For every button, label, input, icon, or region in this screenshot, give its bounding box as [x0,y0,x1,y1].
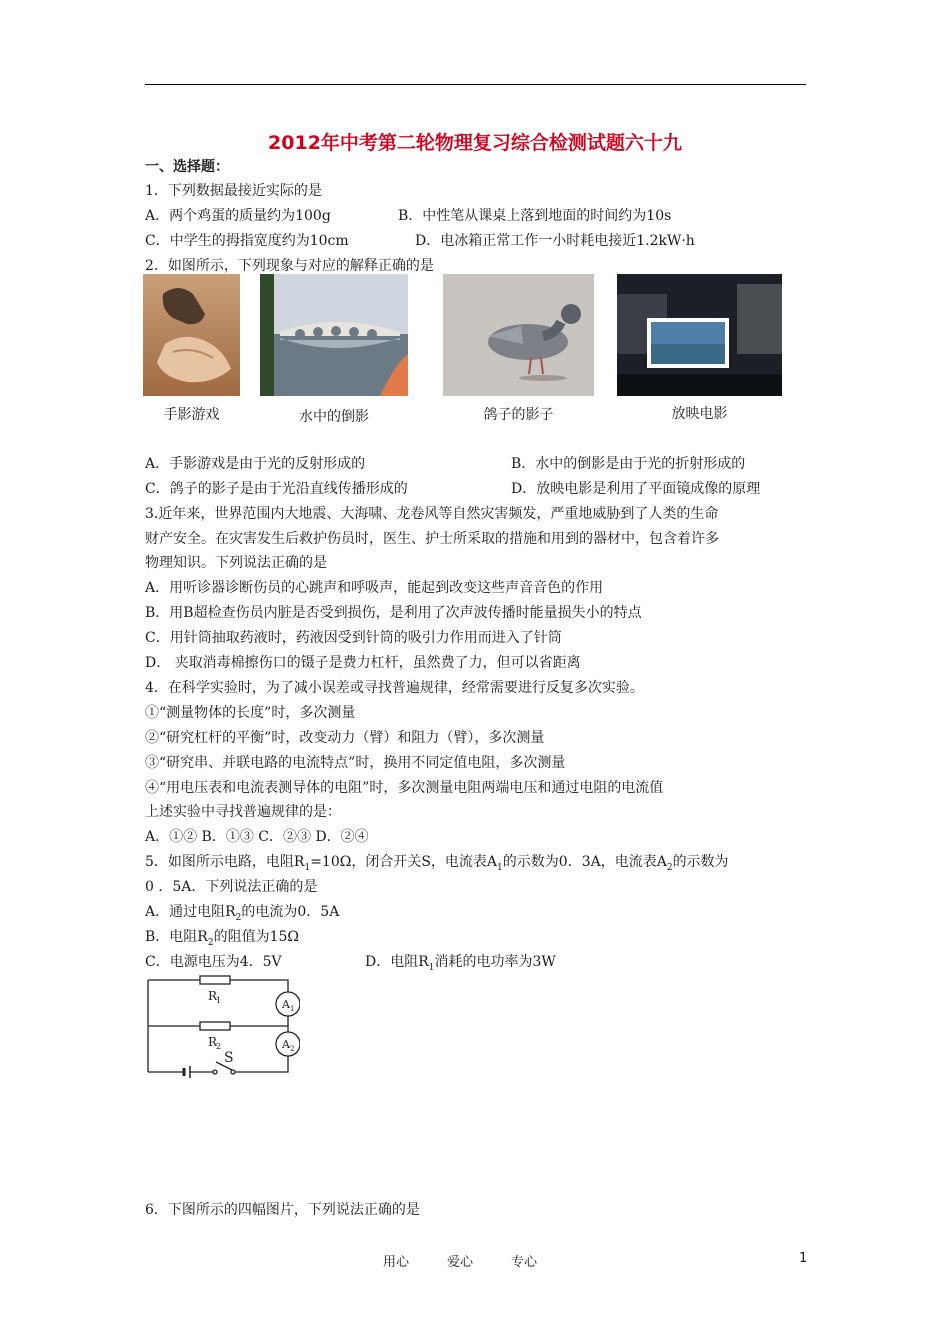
q5-d-text-2: 消耗的电功率为3W [434,954,556,970]
q3-line-3: 物理知识。下列说法正确的是 [145,555,327,571]
section-heading: 一、选择题： [145,159,229,175]
label-switch: S [224,1050,234,1066]
q3-option-d: D． 夹取消毒棉擦伤口的镊子是费力杠杆，虽然费了力，但可以省距离 [145,655,581,671]
q5-b-sub: 2 [207,937,214,948]
q5-text-4: 的示数为 [672,854,729,870]
q4-item-2: ②“研究杠杆的平衡”时，改变动力（臂）和阻力（臂），多次测量 [145,730,545,746]
q1-stem: 1．下列数据最接近实际的是 [145,183,322,199]
label-a2: A [282,1038,290,1051]
q2-option-c: C．鸽子的影子是由于光沿直线传播形成的 [145,481,408,497]
q5-sub-a1: 1 [497,862,503,873]
q1-option-b: B．中性笔从课桌上落到地面的时间约为10s [398,208,672,224]
q5-option-a [145,901,339,921]
q6-stem: 6．下图所示的四幅图片，下列说法正确的是 [145,1202,420,1218]
hand-shadow-photo [143,274,240,396]
header-rule [145,84,806,85]
footer-word-1: 用心 [383,1255,410,1270]
q2-option-d: D．放映电影是利用了平面镜成像的原理 [511,481,761,497]
q5-line-2: 0 ．5A．下列说法正确的是 [145,879,318,895]
q5-text-1: 5．如图所示电路，电阻R [145,854,305,870]
q5-option-d [365,951,556,971]
label-a1-sub: 1 [290,1005,295,1013]
q4-options: A．①② B．①③ C．②③ D．②④ [145,829,369,845]
q5-d-text: D．电阻R [365,954,429,970]
q4-summary: 上述实验中寻找普遍规律的是： [145,804,341,820]
q1-option-d: D．电冰箱正常工作一小时耗电接近1.2kW·h [415,233,695,249]
footer-word-3: 专心 [511,1255,538,1270]
q5-line-1 [145,851,729,871]
q5-sub-a2: 2 [666,862,673,873]
q5-text-3: 的示数为0．3A，电流表A [502,854,667,870]
movie-screening-photo [617,274,782,396]
caption-hand-shadow: 手影游戏 [163,407,220,423]
circuit-diagram [140,970,300,1080]
q5-d-sub: 1 [428,962,435,973]
label-a1: A [282,998,290,1011]
label-r1-sub: 1 [216,996,222,1005]
q4-item-1: ①“测量物体的长度”时，多次测量 [145,705,356,721]
q5-option-b [145,926,299,946]
q5-a-text: A．通过电阻R [145,904,236,920]
footer-word-2: 爱心 [447,1255,474,1270]
q5-b-text-2: 的阻值为15Ω [213,929,299,945]
q3-line-2: 财产安全。在灾害发生后救护伤员时，医生、护士所采取的措施和用到的器材中，包含着许多 [145,531,719,547]
q5-text-2: =10Ω，闭合开关S，电流表A [310,854,498,870]
caption-movie: 放映电影 [671,406,728,422]
q5-sub-r1: 1 [304,862,311,873]
label-r2-sub: 2 [216,1042,222,1051]
q1-option-c: C．中学生的拇指宽度约为10cm [145,233,349,249]
q5-a-sub: 2 [235,912,242,923]
q3-option-c: C．用针筒抽取药液时，药液因受到针筒的吸引力作用而进入了针筒 [145,630,562,646]
label-r1: R [208,989,218,1003]
q2-option-a: A．手影游戏是由于光的反射形成的 [145,456,366,472]
bridge-reflection-photo [260,274,408,396]
caption-reflection: 水中的倒影 [299,409,369,425]
q5-option-c: C．电源电压为4．5V [145,954,282,970]
caption-pigeon: 鸽子的影子 [483,407,554,423]
q3-option-b: B．用B超检查伤员内脏是否受到损伤，是利用了次声波传播时能量损失小的特点 [145,605,642,621]
q2-stem: 2．如图所示，下列现象与对应的解释正确的是 [145,258,434,274]
pigeon-photo [443,274,594,396]
q3-option-a: A．用听诊器诊断伤员的心跳声和呼吸声，能起到改变这些声音音色的作用 [145,580,604,596]
q4-item-3: ③“研究串、并联电路的电流特点”时，换用不同定值电阻，多次测量 [145,755,566,771]
q4-stem: 4．在科学实验时，为了减小误差或寻找普遍规律，经常需要进行反复多次实验。 [145,680,644,696]
label-r2: R [208,1035,218,1049]
page-title: 2012年中考第二轮物理复习综合检测试题六十九 [268,132,682,154]
q1-option-a: A．两个鸡蛋的质量约为100g [145,208,331,224]
q4-item-4: ④“用电压表和电流表测导体的电阻”时，多次测量电阻两端电压和通过电阻的电流值 [145,780,664,796]
q5-b-text: B．电阻R [145,929,208,945]
q3-line-1: 3.近年来，世界范围内大地震、大海啸、龙卷风等自然灾害频发，严重地威胁到了人类的生命 [145,506,719,522]
q2-option-b: B．水中的倒影是由于光的折射形成的 [511,456,746,472]
label-a2-sub: 2 [290,1045,295,1053]
q5-a-text-2: 的电流为0．5A [241,904,340,920]
page-number: 1 [799,1251,808,1266]
